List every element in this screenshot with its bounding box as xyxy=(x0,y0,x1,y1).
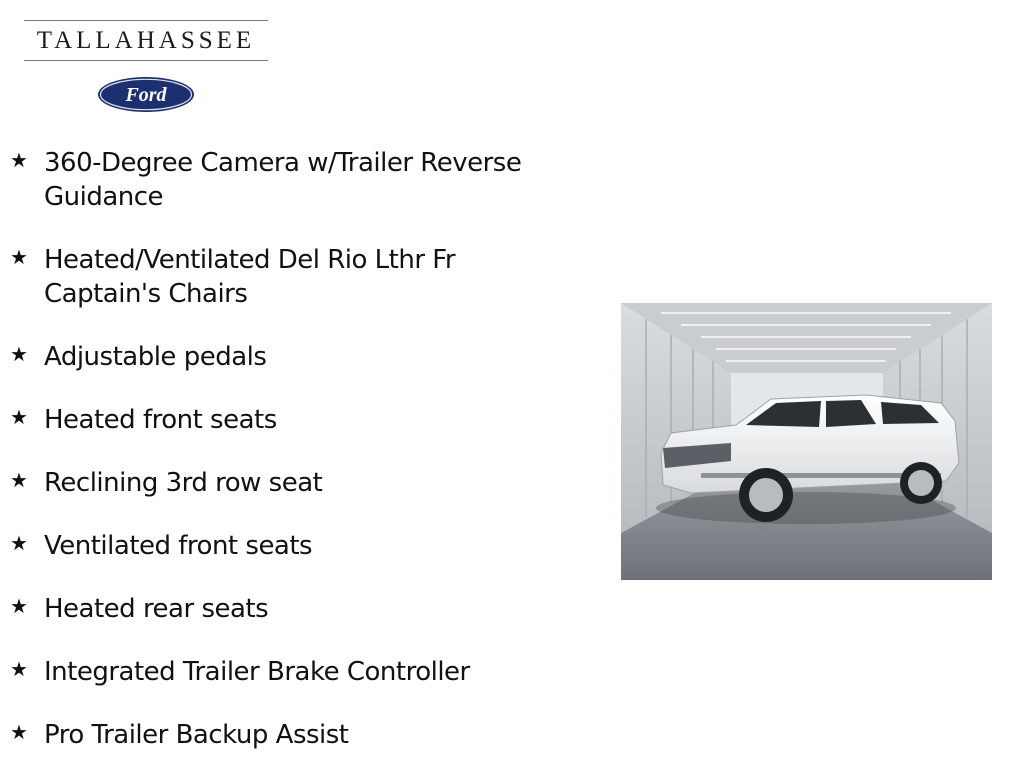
feature-item xyxy=(10,718,570,752)
logo-rule-bottom xyxy=(24,60,268,61)
feature-item xyxy=(10,592,570,626)
star-icon: ★ xyxy=(10,468,28,492)
feature-list xyxy=(10,146,570,768)
feature-label: 360-Degree Camera w/Trailer Reverse Guidance xyxy=(44,148,522,212)
feature-label: Heated front seats xyxy=(44,405,277,435)
ford-logo xyxy=(97,76,195,113)
feature-item xyxy=(10,146,570,214)
star-icon: ★ xyxy=(10,245,28,269)
feature-label: Heated rear seats xyxy=(44,594,269,624)
feature-item xyxy=(10,655,570,689)
dealer-name: TALLAHASSEE xyxy=(36,27,256,54)
feature-item xyxy=(10,466,570,500)
star-icon: ★ xyxy=(10,405,28,429)
logo-rule-top xyxy=(24,20,268,21)
feature-label: Heated/Ventilated Del Rio Lthr Fr Captain's Chairs xyxy=(44,245,456,309)
feature-label: Pro Trailer Backup Assist xyxy=(44,720,349,750)
star-icon: ★ xyxy=(10,148,28,172)
star-icon: ★ xyxy=(10,594,28,618)
feature-item xyxy=(10,340,570,374)
dealer-logo xyxy=(24,20,268,62)
feature-item xyxy=(10,403,570,437)
feature-label: Integrated Trailer Brake Controller xyxy=(44,657,470,687)
star-icon: ★ xyxy=(10,531,28,555)
star-icon: ★ xyxy=(10,720,28,744)
feature-item xyxy=(10,243,570,311)
feature-label: Adjustable pedals xyxy=(44,342,267,372)
star-icon: ★ xyxy=(10,342,28,366)
feature-label: Ventilated front seats xyxy=(44,531,313,561)
vehicle-photo xyxy=(621,303,992,580)
feature-item xyxy=(10,529,570,563)
feature-label: Reclining 3rd row seat xyxy=(44,468,323,498)
ford-logo-text: Ford xyxy=(125,84,167,106)
star-icon: ★ xyxy=(10,657,28,681)
